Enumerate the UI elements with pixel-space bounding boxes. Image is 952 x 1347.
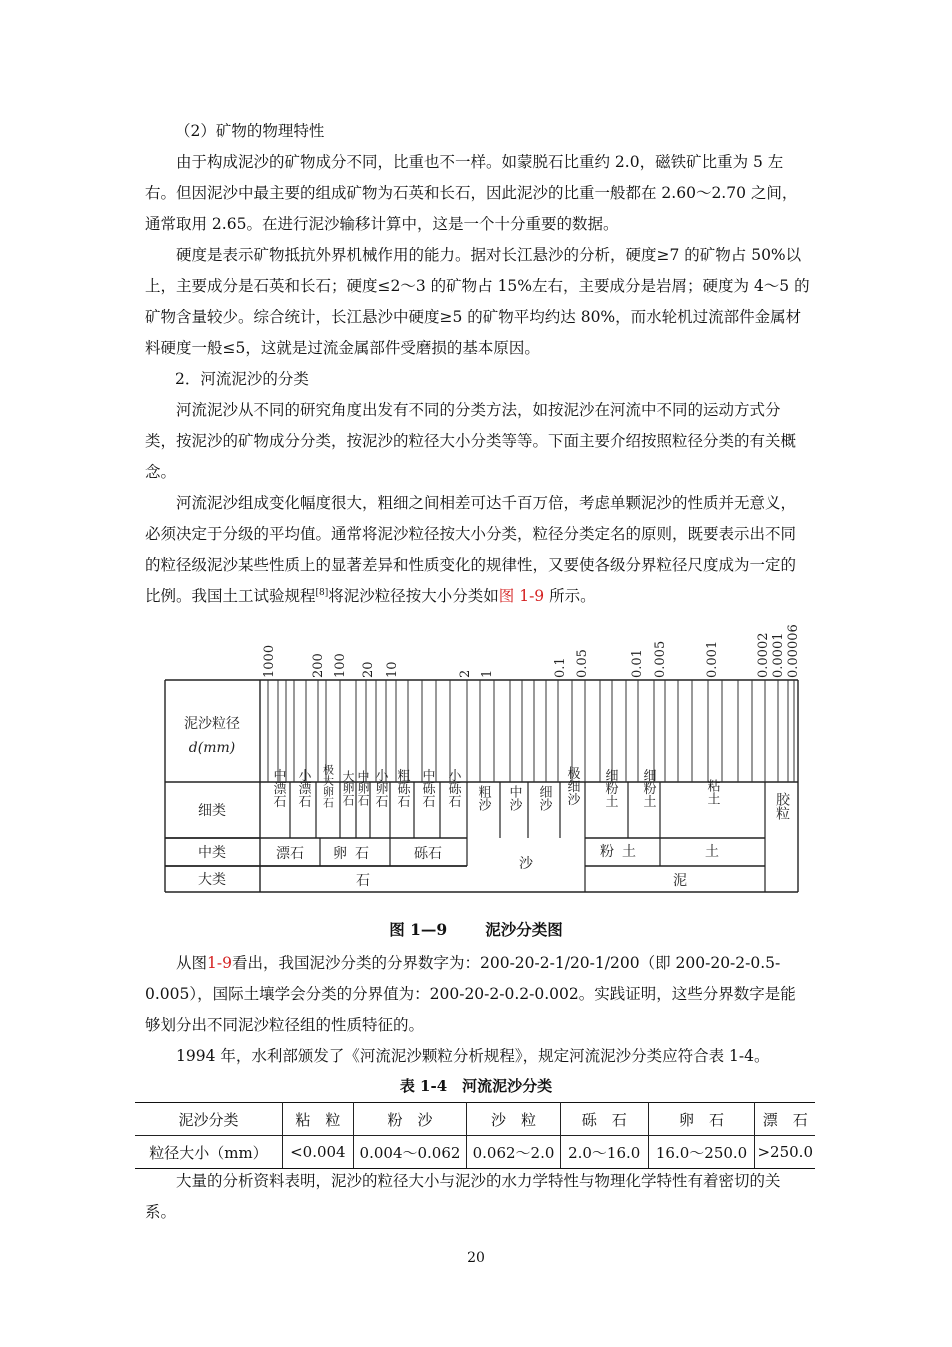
paragraph-conclusion: 大量的分析资料表明，泥沙的粒径大小与泥沙的水力学特性与物理化学特性有着密切的关系。 (145, 1172, 781, 1221)
table-header-cell: 砾 石 (560, 1103, 648, 1136)
row-label-fine: 细类 (198, 803, 226, 819)
figure-link-2[interactable]: 1-9 (207, 954, 232, 972)
reference-8[interactable]: [8] (315, 588, 329, 598)
fine-class: 小漂石 (295, 768, 311, 808)
fine-class: 粗沙 (475, 785, 491, 811)
scale-label: 0.00006 (786, 624, 801, 678)
table-cell: 粒径大小（mm） (135, 1136, 282, 1169)
scale-label: 0.0001 (771, 632, 786, 678)
scale-label: 0.0002 (756, 632, 771, 678)
table-row (135, 1136, 815, 1169)
scale-label: 1000 (262, 644, 277, 678)
figure-caption (0, 918, 952, 940)
table-header-cell: 粉 沙 (353, 1103, 466, 1136)
table-header-row (135, 1103, 815, 1136)
section-heading: （2）矿物的物理特性 (175, 122, 325, 140)
fine-class: 胶粒 (774, 792, 790, 820)
table-cell: <0.004 (282, 1136, 353, 1169)
table-header-cell: 沙 粒 (467, 1103, 561, 1136)
figure-caption-number: 图 1—9 (389, 920, 448, 939)
fine-class: 中砾石 (419, 768, 435, 808)
para4-text: 河流泥沙组成变化幅度很大，粗细之间相差可达千百万倍，考虑单颗泥沙的性质并无意义，必须决定于分级的平均值。通常将泥沙粒径按大小分类，粒径分类定名的原则，既要表示出不同的粒径级泥沙某些性质上的显著差异和性质变化的规律性，又要使各级分界粒径尺度成为一定的比例。我国土工试验规程 (145, 494, 797, 605)
mid-class: 粉土 (600, 844, 644, 860)
paragraph-standard: 1994 年，水利部颁发了《河流泥沙颗粒分析规程》，规定河流泥沙分类应符合表 1-4。 (176, 1047, 770, 1065)
fine-class: 中漂石 (270, 768, 286, 808)
table-cell: >250.0 (755, 1136, 815, 1169)
fine-class: 中卵石 (356, 770, 370, 806)
scale-label: 0.01 (630, 649, 645, 678)
paragraph-classification-methods: 河流泥沙从不同的研究角度出发有不同的分类方法，如按泥沙在河流中不同的运动方式分类，按泥沙的矿物成分分类，按泥沙的粒径大小分类等等。下面主要介绍按照粒径分类的有关概念。 (145, 401, 797, 481)
table-header-cell: 粘 粒 (282, 1103, 353, 1136)
mid-class: 土 (705, 844, 719, 860)
scale-label: 100 (333, 653, 348, 678)
mid-class: 漂石 (276, 846, 304, 862)
fine-class: 极细沙 (564, 766, 580, 806)
mid-class: 沙 (519, 856, 533, 872)
table-header-cell: 漂 石 (755, 1103, 815, 1136)
mid-class: 砾石 (414, 846, 442, 862)
table-cell: 2.0～16.0 (560, 1136, 648, 1169)
paragraph-mineral-density: 由于构成泥沙的矿物成分不同，比重也不一样。如蒙脱石比重约 2.0，磁铁矿比重为 5 左右。但因泥沙中最主要的组成矿物为石英和长石，因此泥沙的比重一般都在 2.60～2.70 之间，通常取用 2.65。在进行泥沙输移计算中，这是一个十分重要的数据。 (145, 153, 798, 233)
table-cell: 0.062～2.0 (467, 1136, 561, 1169)
fine-class: 粗砾石 (394, 768, 410, 808)
paragraph-hardness: 硬度是表示矿物抵抗外界机械作用的能力。据对长江悬沙的分析，硬度≥7 的矿物占 50%以上，主要成分是石英和长石；硬度≤2～3 的矿物占 15%左右，主要成分是岩屑；硬度为 4～5 的矿物含量较少。综合统计，长江悬沙中硬度≥5 的矿物平均约达 80%，而水轮机过流部件金属材料硬度一般≤5，这就是过流金属部件受磨损的基本原因。 (145, 246, 810, 357)
paragraph-size-classification (145, 488, 810, 612)
scale-label: 20 (361, 661, 376, 678)
page-number: 20 (467, 1250, 485, 1266)
row-label-size: 泥沙粒径 (184, 716, 240, 732)
figure-caption-title: 泥沙分类图 (485, 920, 563, 939)
scale-label: 0.05 (575, 649, 590, 678)
table-cell: 16.0～250.0 (648, 1136, 755, 1169)
fine-class: 小砾石 (445, 768, 461, 808)
para4-end: 所示。 (544, 587, 596, 605)
fine-class: 极大卵石 (321, 764, 335, 808)
figure-link[interactable]: 图 1-9 (498, 587, 545, 605)
para4-middle: 将泥沙粒径按大小分类如 (328, 587, 499, 605)
row-label-major: 大类 (198, 872, 226, 888)
scale-label: 2 (458, 669, 473, 678)
fine-class: 细沙 (536, 785, 552, 811)
row-label-mid: 中类 (198, 845, 226, 861)
sediment-classification-figure (160, 620, 810, 900)
table-header-cell: 卵 石 (648, 1103, 755, 1136)
table-header-cell: 泥沙分类 (135, 1103, 282, 1136)
fine-class: 中沙 (506, 785, 522, 811)
fine-class: 小卵石 (372, 768, 388, 808)
fine-class: 粘土 (704, 779, 720, 805)
table-cell: 0.004～0.062 (353, 1136, 466, 1169)
sediment-class-table (135, 1102, 815, 1169)
table-caption: 表 1-4 河流泥沙分类 (399, 1077, 553, 1095)
scale-label: 0.1 (553, 657, 568, 678)
para5-pre: 从图 (176, 954, 208, 972)
heading-classification: 2．河流泥沙的分类 (175, 370, 309, 388)
row-label-size-unit: d(mm) (188, 740, 236, 756)
major-class: 石 (356, 873, 370, 889)
scale-label: 0.001 (705, 640, 720, 678)
paragraph-boundary-values (145, 948, 810, 1041)
fine-class: 细粉土 (640, 768, 656, 808)
scale-label: 200 (311, 653, 326, 678)
fine-class: 大卵石 (341, 770, 355, 806)
fine-class: 细粉土 (602, 768, 618, 808)
para5-text: 看出，我国泥沙分类的分界数字为：200-20-2-1/20-1/200（即 200-20-2-0.5-0.005），国际土壤学会分类的分界值为：200-20-2-0.2-0.002。实践证明，这些分界数字是能够划分出不同泥沙粒径组的性质特征的。 (145, 954, 796, 1034)
major-class: 泥 (673, 873, 687, 889)
scale-label: 10 (385, 661, 400, 678)
scale-label: 1 (480, 669, 495, 678)
scale-label: 0.005 (653, 640, 668, 678)
mid-class: 卵石 (333, 846, 377, 862)
